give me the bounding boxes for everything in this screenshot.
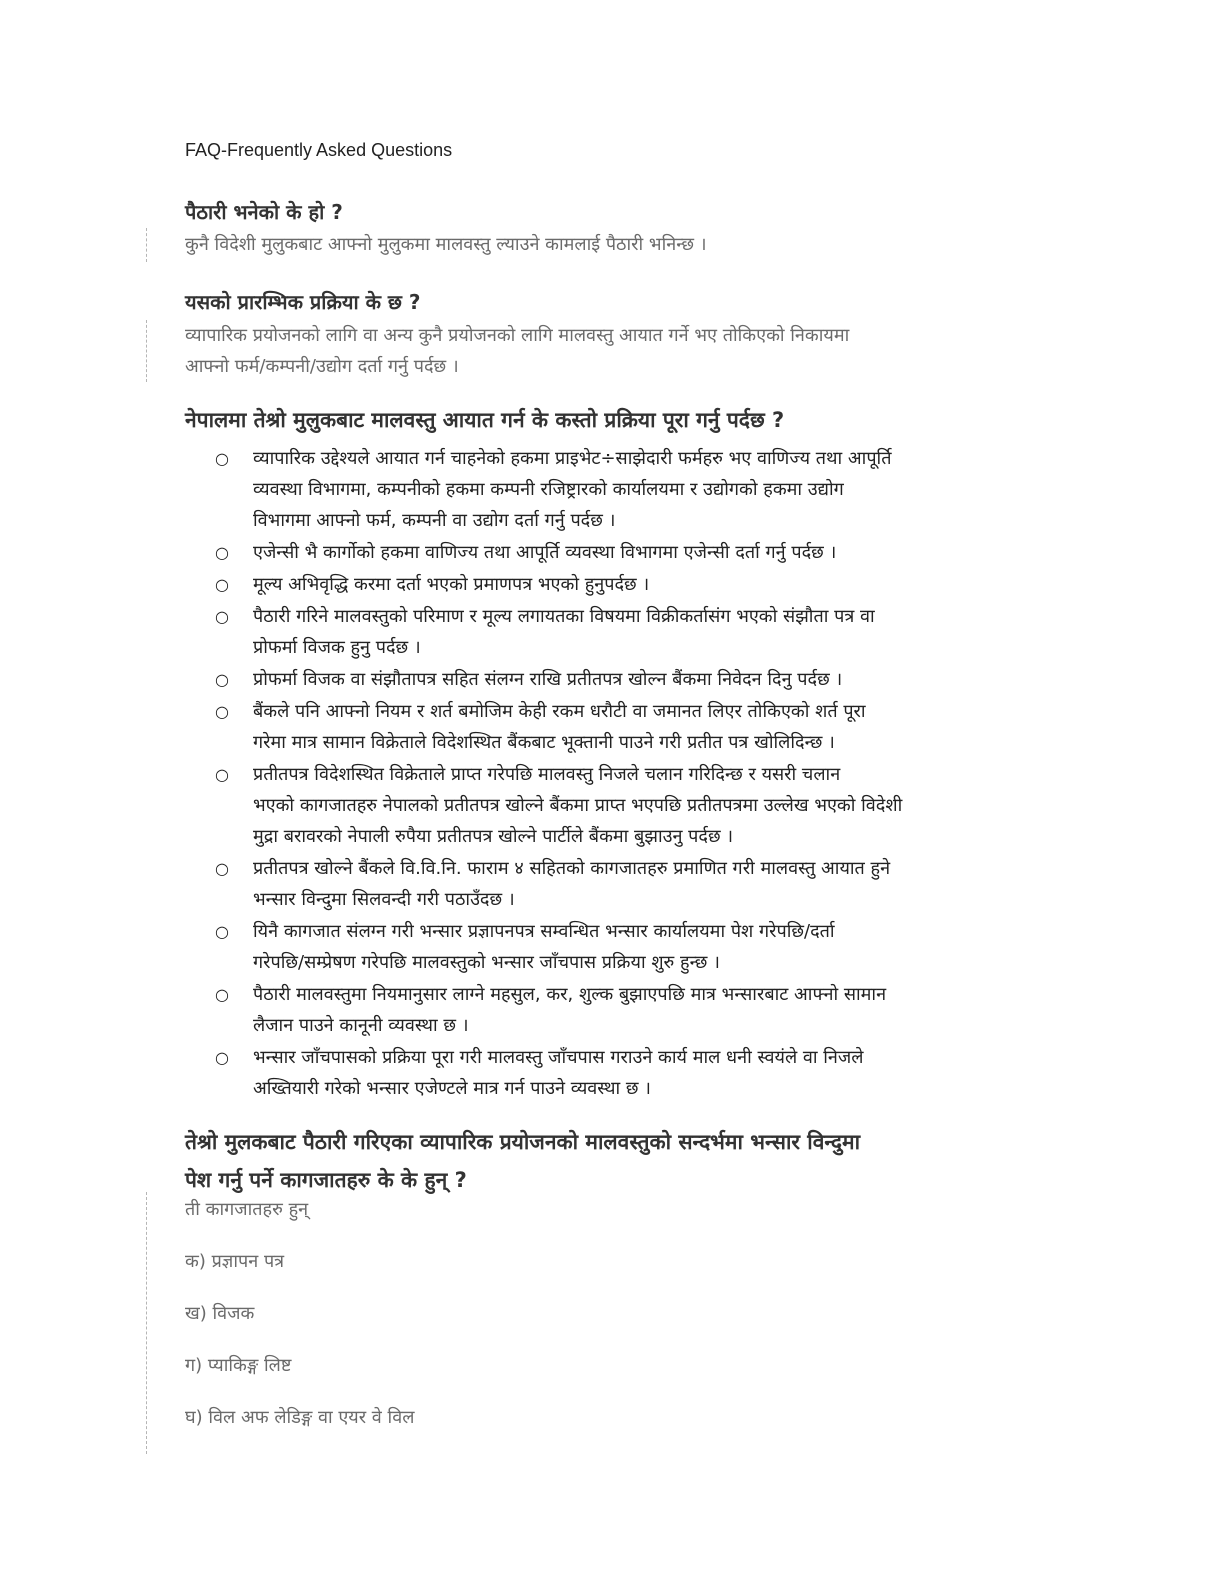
bullet-circle-icon: ○ — [215, 922, 229, 941]
bullet-circle-icon: ○ — [215, 449, 229, 468]
answer-line: व्यापारिक प्रयोजनको लागि वा अन्य कुनै प्रयोजनको लागि मालवस्तु आयात गर्ने भए तोकिएको निकायमा — [185, 325, 850, 346]
bullet-circle-icon: ○ — [215, 859, 229, 878]
list-item: ○ भन्सार जाँचपासको प्रक्रिया पूरा गरी मालवस्तु जाँचपास गराउने कार्य माल धनी स्वयंले वा निजले अख्तियारी गरेको भन्सार एजेण्टले मात्र गर्न पाउने व्यवस्था छ । — [215, 1042, 1035, 1104]
list-item: ○ व्यापारिक उद्देश्यले आयात गर्न चाहनेको हकमा प्राइभेट÷साझेदारी फर्महरु भए वाणिज्य तथा आपूर्ति व्यवस्था विभागमा, कम्पनीको हकमा कम्पनी रजिष्ट्रारको कार्यालयमा र उद्योगको हकमा उद्योग विभागमा आफ्नो फर्म, कम्पनी वा उद्योग दर्ता गर्नु पर्दछ । — [215, 443, 1035, 536]
bullet-circle-icon: ○ — [215, 607, 229, 626]
bullet-circle-icon: ○ — [215, 575, 229, 594]
list-item: ○ एजेन्सी भै कार्गाेको हकमा वाणिज्य तथा आपूर्ति व्यवस्था विभागमा एजेन्सी दर्ता गर्नु पर्दछ । — [215, 537, 1035, 568]
answer-margin-rule-4 — [146, 1192, 147, 1454]
list-item: ○ पैठारी गरिने मालवस्तुको परिमाण र मूल्य लगायतका विषयमा विक्रीकर्तासंग भएको संझौता पत्र वा प्रोफर्मा विजक हुनु पर्दछ । — [215, 601, 1035, 663]
faq-question-1: पैठारी भनेको के हो ? — [185, 200, 343, 224]
bullet-circle-icon: ○ — [215, 1048, 229, 1067]
list-item: ख) विजक — [185, 1303, 255, 1324]
list-item: घ) विल अफ लेडिङ्ग वा एयर वे विल — [185, 1407, 415, 1428]
faq-answer-1 — [185, 229, 707, 260]
list-item: ○ प्रतीतपत्र खोल्ने बैंकले वि.वि.नि. फाराम ४ सहितको कागजातहरु प्रमाणित गरी मालवस्तु आयात हुने भन्सार विन्दुमा सिलवन्दी गरी पठाउँदछ । — [215, 853, 1035, 915]
faq-question-3: नेपालमा तेश्रो मुलुकबाट मालवस्तु आयात गर्न के कस्तो प्रक्रिया पूरा गर्नु पर्दछ ? — [185, 408, 785, 432]
list-item: क) प्रज्ञापन पत्र — [185, 1251, 285, 1272]
list-item: ○ प्रतीतपत्र विदेशस्थित विक्रेताले प्राप्त गरेपछि मालवस्तु निजले चलान गरिदिन्छ र यसरी चलान भएको कागजातहरु नेपालको प्रतीतपत्र खोल्ने बैंकमा प्राप्त भएपछि प्रतीतपत्रमा उल्लेख भएको विदेशी मुद्रा बरावरको नेपाली रुपैया प्रतीतपत्र खोल्ने पार्टीले बैंकमा बुझाउनु पर्दछ । — [215, 759, 1035, 852]
question-line: पेश गर्नु पर्ने कागजातहरु के के हुन् ? — [185, 1168, 467, 1192]
document-title: FAQ-Frequently Asked Questions — [185, 140, 453, 160]
answer-line: आफ्नो फर्म/कम्पनी/उद्योग दर्ता गर्नु पर्दछ । — [185, 356, 459, 377]
bullet-circle-icon: ○ — [215, 985, 229, 1004]
bullet-circle-icon: ○ — [215, 543, 229, 562]
process-steps-list — [215, 443, 1035, 1105]
list-item: ○ पैठारी मालवस्तुमा नियमानुसार लाग्ने महसुल, कर, शुल्क बुझाएपछि मात्र भन्सारबाट आफ्नो सामान लैजान पाउने कानूनी व्यवस्था छ । — [215, 979, 1035, 1041]
faq-answer-2 — [185, 320, 849, 382]
answer-margin-rule-2 — [146, 320, 147, 382]
answer-line: ती कागजातहरु हुन् — [185, 1199, 309, 1220]
required-documents-list — [185, 1195, 414, 1455]
list-item: ○ यिनै कागजात संलग्न गरी भन्सार प्रज्ञापनपत्र सम्वन्धित भन्सार कार्यालयमा पेश गरेपछि/दर्ता गरेपछि/सम्प्रेषण गरेपछि मालवस्तुको भन्सार जाँचपास प्रक्रिया शुरु हुन्छ । — [215, 916, 1035, 978]
faq-question-4 — [185, 1123, 1035, 1199]
faq-question-2: यसको प्रारम्भिक प्रक्रिया के छ ? — [185, 290, 421, 314]
bullet-circle-icon: ○ — [215, 702, 229, 721]
bullet-circle-icon: ○ — [215, 765, 229, 784]
list-item: ○ प्रोफर्मा विजक वा संझौतापत्र सहित संलग्न राखि प्रतीतपत्र खोल्न बैंकमा निवेदन दिनु पर्दछ । — [215, 664, 1035, 695]
bullet-circle-icon: ○ — [215, 670, 229, 689]
list-item: ग) प्याकिङ्ग लिष्ट — [185, 1355, 292, 1376]
question-line: तेश्रो मुलकबाट पैठारी गरिएका व्यापारिक प्रयोजनको मालवस्तुको सन्दर्भमा भन्सार विन्दुमा — [185, 1130, 861, 1154]
answer-margin-rule-1 — [146, 228, 147, 262]
answer-line: कुनै विदेशी मुलुकबाट आफ्नो मुलुकमा मालवस्तु ल्याउने कामलाई पैठारी भनिन्छ । — [185, 234, 707, 255]
list-item: ○ बैंकले पनि आफ्नो नियम र शर्त बमोजिम केही रकम धरौटी वा जमानत लिएर तोकिएको शर्त पूरा गरेमा मात्र सामान विक्रेताले विदेशस्थित बैंकबाट भूक्तानी पाउने गरी प्रतीत पत्र खोलिदिन्छ । — [215, 696, 1035, 758]
list-item: ○ मूल्य अभिवृद्धि करमा दर्ता भएको प्रमाणपत्र भएको हुनुपर्दछ । — [215, 569, 1035, 600]
